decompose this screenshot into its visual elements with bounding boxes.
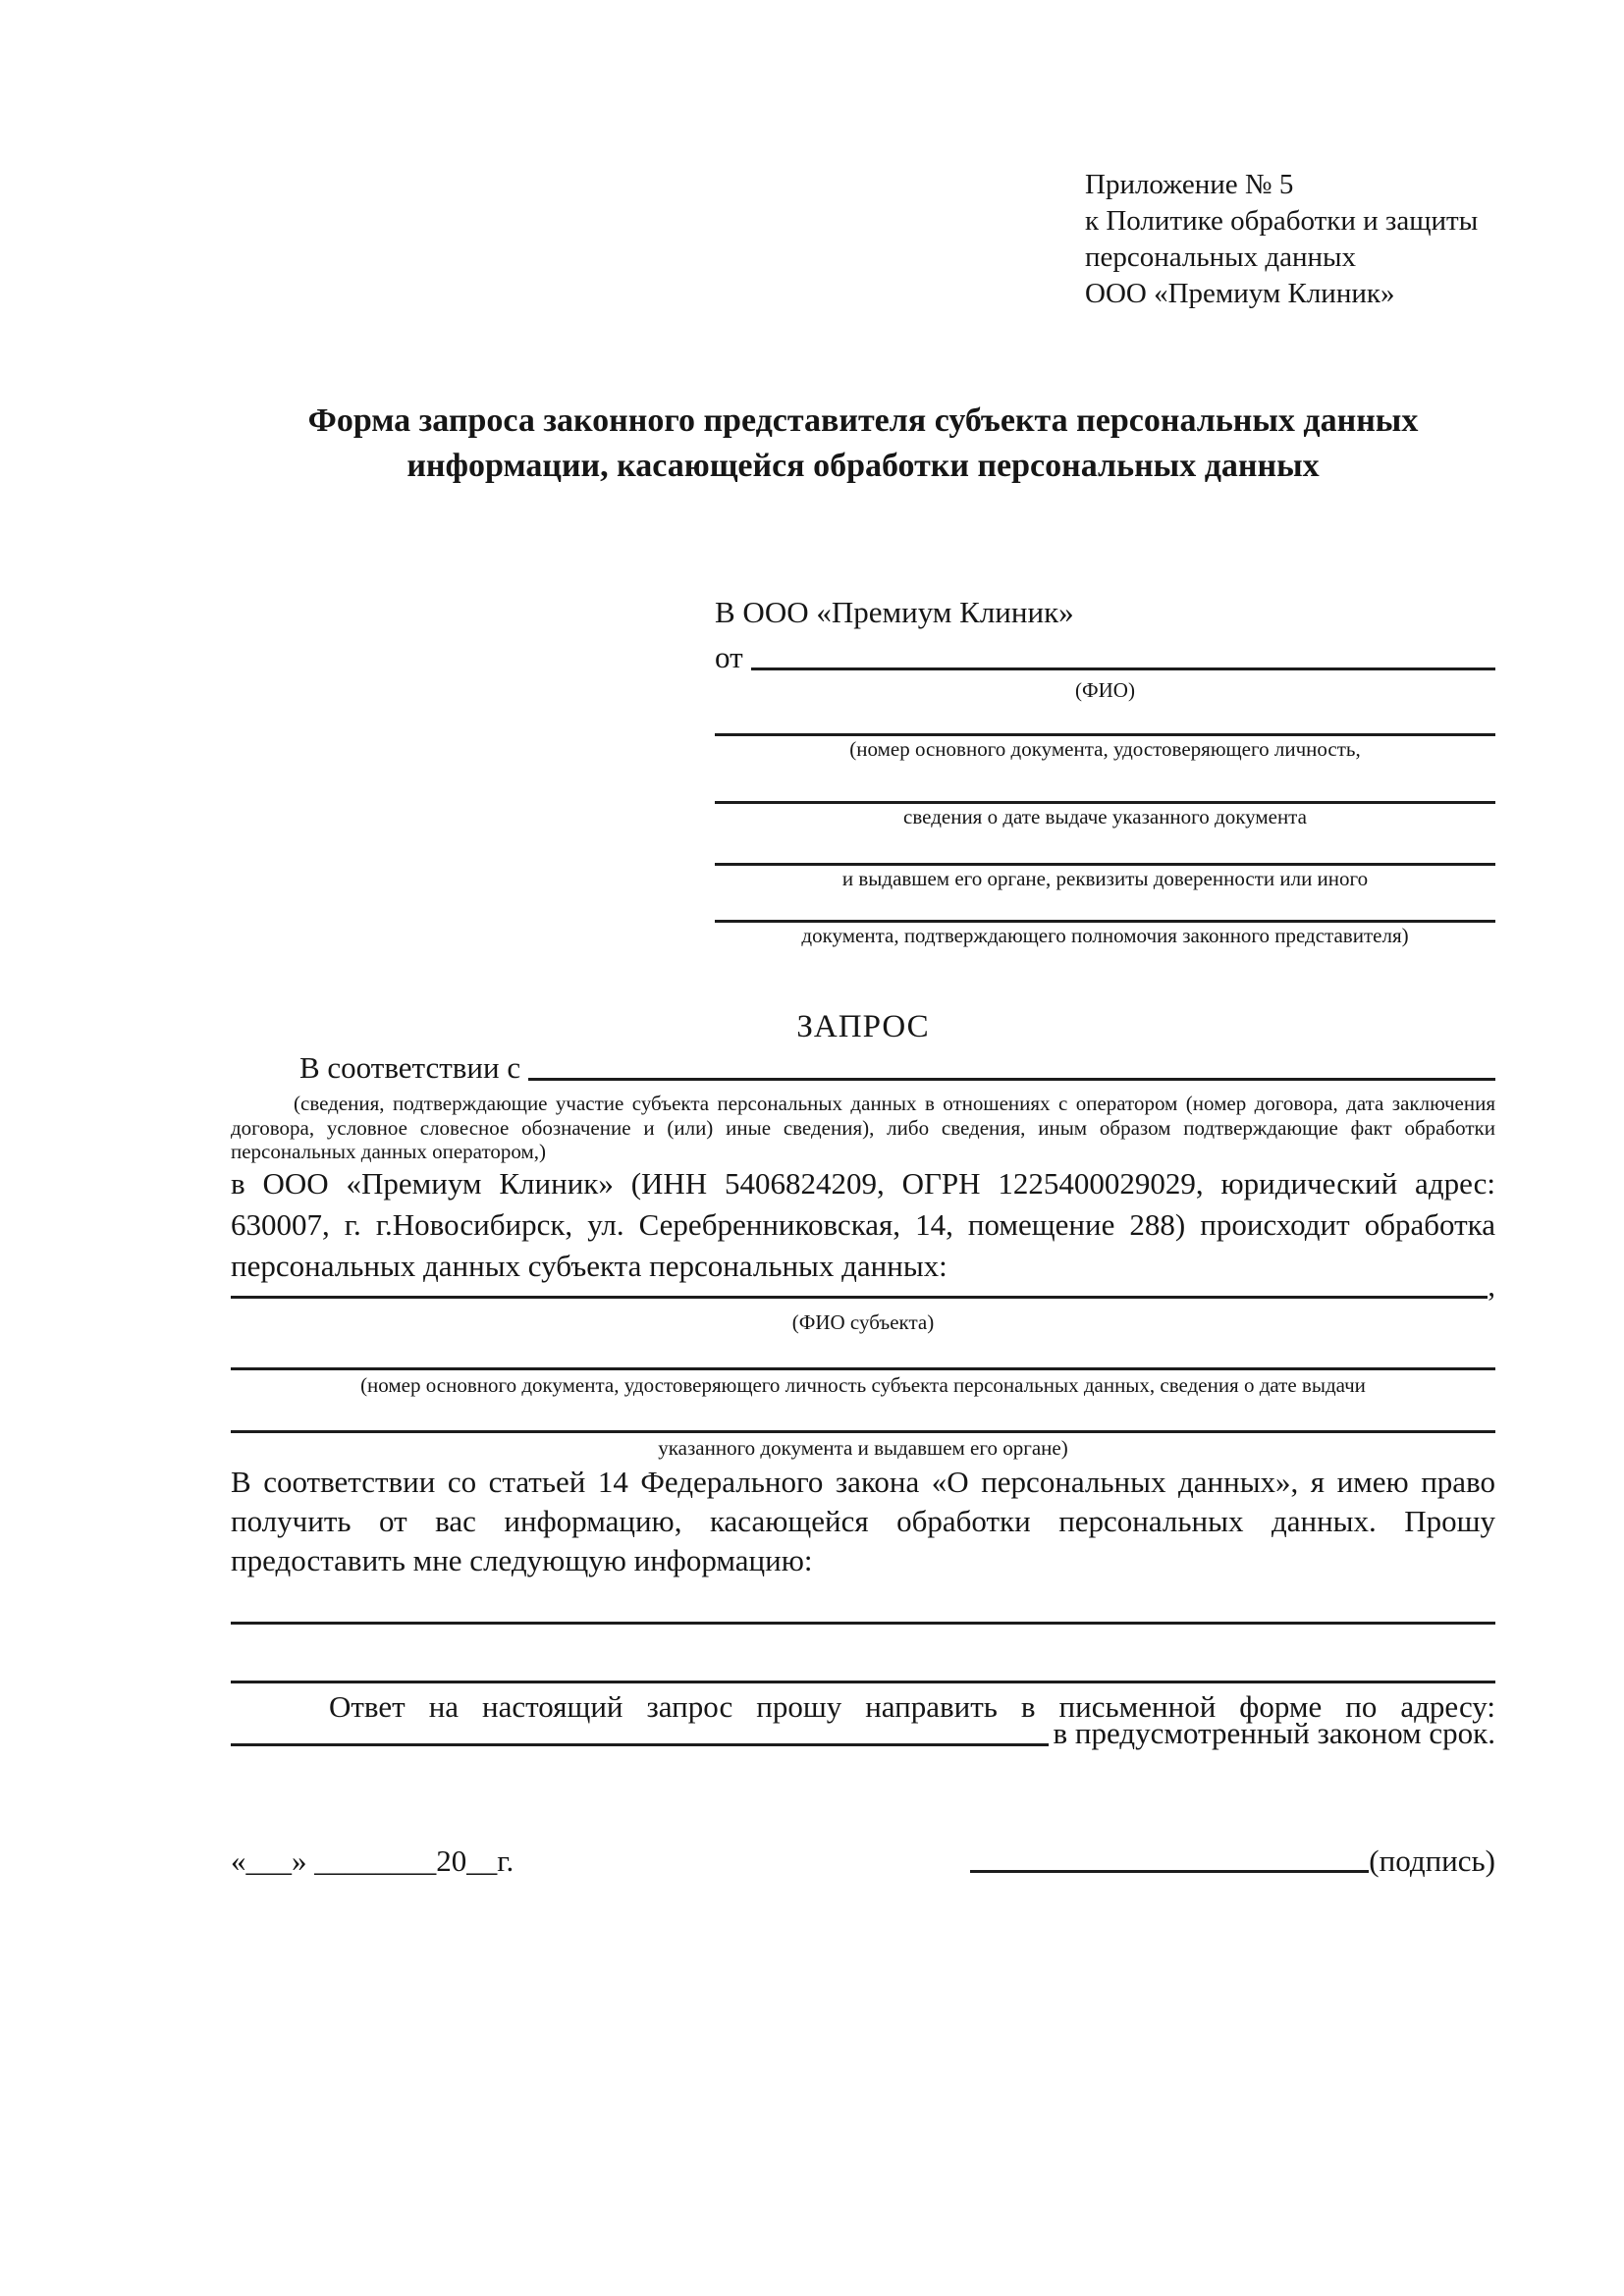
subject-doc-blank-line (231, 1398, 1495, 1433)
addressee-to: В ООО «Премиум Клиник» (715, 595, 1074, 629)
subject-fio-blank-row (231, 1268, 1495, 1304)
trailing-comma: , (1488, 1268, 1495, 1303)
field-caption: и выдавшем его органе, реквизиты доверенности или иного (841, 867, 1369, 890)
addressee-block (715, 595, 1495, 948)
subject-doc-caption: указанного документа и выдавшем его органе) (658, 1436, 1068, 1460)
operator-paragraph: в ООО «Премиум Клиник» (ИНН 5406824209, ОГРН 1225400029029, юридический адрес: 630007, г. г.Новосибирск, ул. Серебренниковская, 14, помещение 288) происходит обработка персональных данных субъекта персональных данных: (231, 1166, 1495, 1283)
subject-doc-blank-line (231, 1335, 1495, 1370)
intro-caption: (сведения, подтверждающие участие субъекта персональных данных в отношениях с оператором (номер договора, дата заключения договора, условное словесное обозначение и (или) иные сведения), либо сведения, иным образом подтверждающие факт обработки персональных данных оператором,) (231, 1092, 1495, 1163)
field-caption: документа, подтверждающего полномочия законного представителя) (801, 924, 1409, 947)
appendix-line: Приложение № 5 (1085, 169, 1294, 200)
date-blank: «___» ________20__г. (231, 1843, 514, 1878)
form-title-line: информации, касающейся обработки персональных данных (406, 448, 1320, 484)
addressee-from-row (715, 636, 1495, 675)
intro-blank-line (528, 1078, 1495, 1081)
representative-doc-blank-line (715, 762, 1495, 804)
signature-blank-line (970, 1870, 1369, 1873)
subject-doc-caption: (номер основного документа, удостоверяющего личность субъекта персональных данных, сведения о дате выдачи (360, 1373, 1366, 1397)
from-label: от (715, 640, 743, 674)
fio-caption: (ФИО) (1075, 678, 1135, 702)
footer-row (231, 1843, 1495, 1879)
appendix-line: к Политике обработки и защиты (1085, 205, 1479, 237)
field-caption: сведения о дате выдаче указанного документа (903, 805, 1307, 828)
intro-row (231, 1046, 1495, 1086)
signature-group (970, 1843, 1495, 1879)
subject-fio-blank-line (231, 1296, 1488, 1299)
reply-address-blank-line (231, 1743, 1049, 1746)
appendix-line: персональных данных (1085, 241, 1357, 273)
appendix-reference (1085, 167, 1478, 312)
law-paragraph: В соответствии со статьей 14 Федерального закона «О персональных данных», я имею право получить от вас информацию, касающейся обработки персональных данных. Прошу предоставить мне следующую информацию: (231, 1465, 1495, 1577)
form-title-line: Форма запроса законного представителя субъекта персональных данных (307, 402, 1419, 439)
field-caption: (номер основного документа, удостоверяющего личность, (849, 737, 1361, 761)
request-heading: ЗАПРОС (796, 1009, 930, 1044)
information-blank-line (231, 1648, 1495, 1683)
subject-fio-caption: (ФИО субъекта) (791, 1310, 935, 1334)
reply-paragraph: Ответ на настоящий запрос прошу направить в письменной форме по адресу: (329, 1689, 1495, 1724)
from-blank-line (751, 667, 1495, 670)
appendix-line: ООО «Премиум Клиник» (1085, 278, 1395, 309)
reply-paragraph-tail: в предусмотренный законом срок. (1053, 1716, 1495, 1750)
representative-doc-blank-line (715, 891, 1495, 923)
representative-doc-blank-line (715, 829, 1495, 866)
representative-doc-blank-line (715, 703, 1495, 736)
signature-caption: (подпись) (1369, 1843, 1495, 1878)
form-title (231, 399, 1495, 489)
information-blank-line (231, 1589, 1495, 1625)
intro-label: В соответствии с (299, 1050, 521, 1085)
reply-address-row (231, 1716, 1495, 1751)
